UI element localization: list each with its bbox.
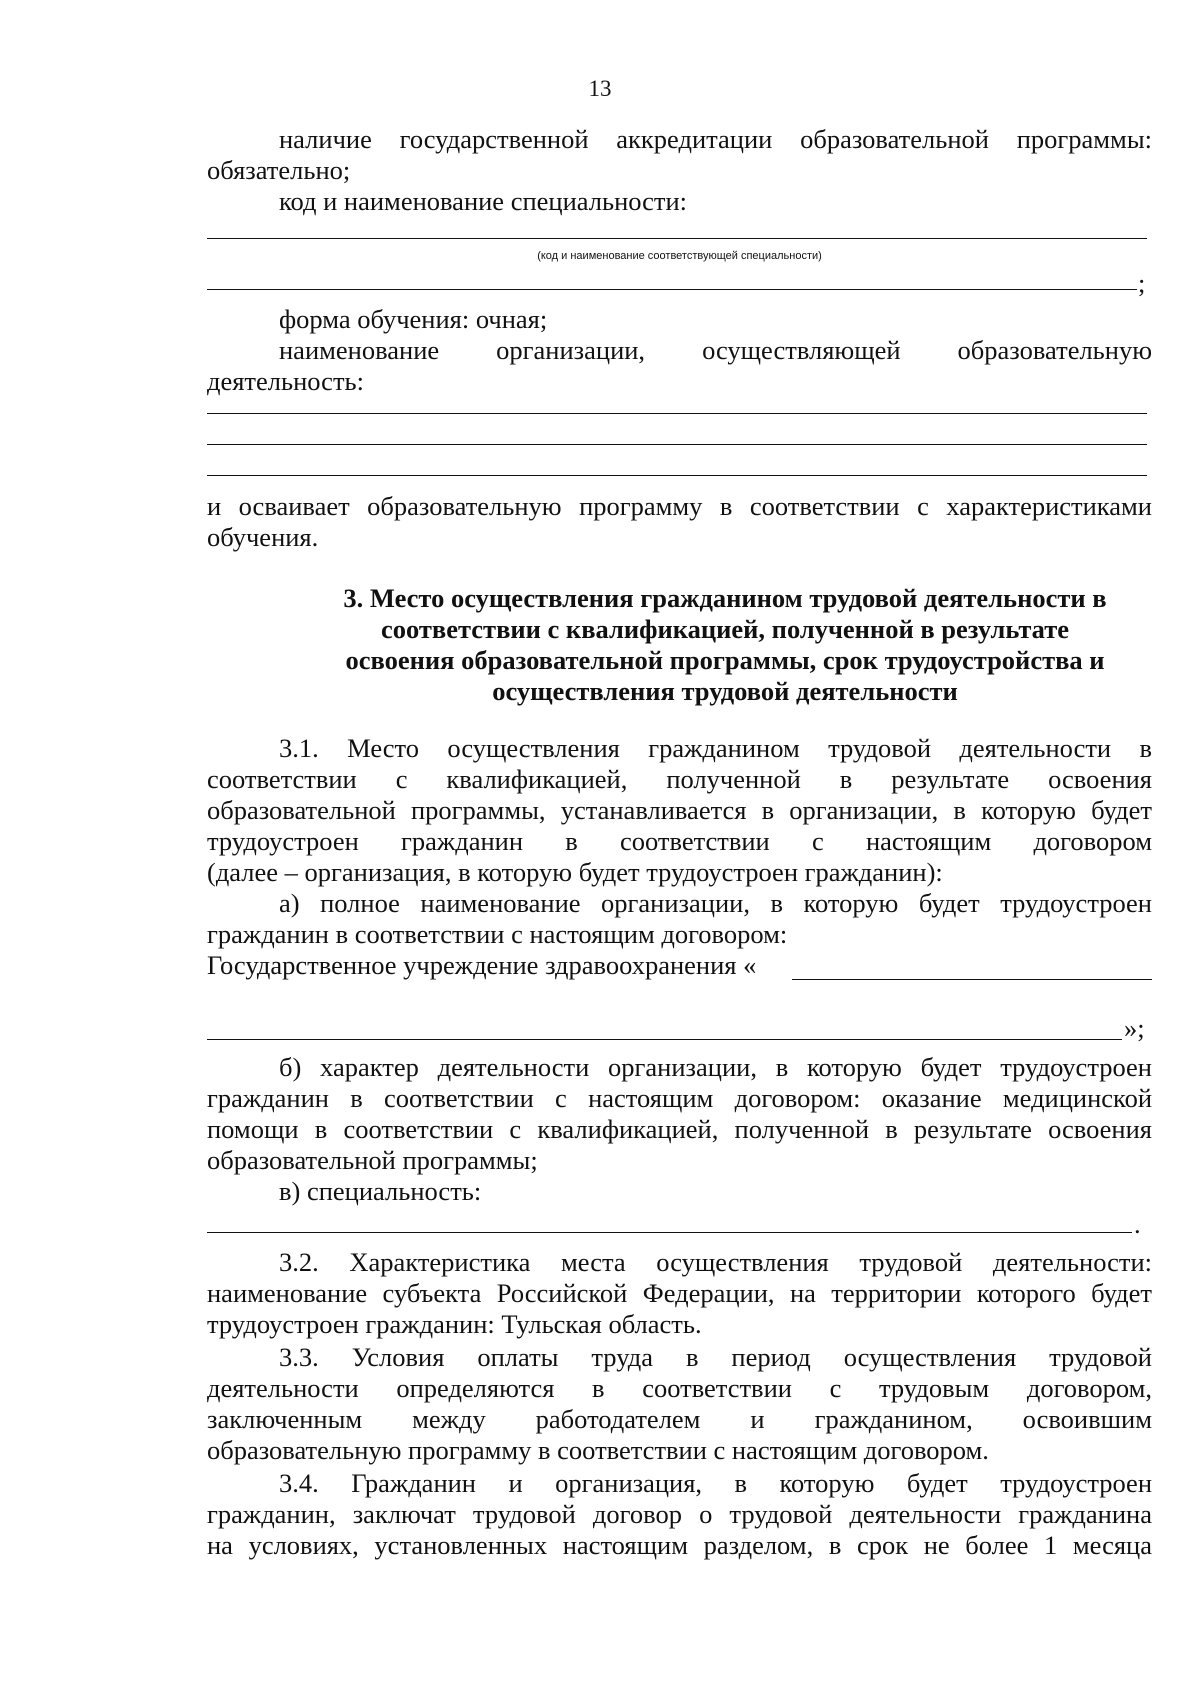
text-line: соответствии с квалификацией, полученной в результате освоения xyxy=(207,764,1152,794)
text-line: деятельность: xyxy=(207,366,364,396)
blank-line xyxy=(207,289,1137,290)
text-line: на условиях, установленных настоящим разделом, в срок не более 1 месяца xyxy=(207,1530,1152,1560)
blank-line xyxy=(207,475,1147,476)
text-line: 3.2. Характеристика места осуществления трудовой деятельности: xyxy=(279,1247,1152,1277)
period: . xyxy=(1134,1209,1141,1239)
semicolon: ; xyxy=(1138,268,1146,298)
text-line: трудоустроен гражданин в соответствии с настоящим договором xyxy=(207,826,1152,856)
text-line: б) характер деятельности организации, в которую будет трудоустроен xyxy=(279,1052,1152,1082)
text-line: наименование субъекта Российской Федерации, на территории которого будет xyxy=(207,1278,1152,1308)
text-line: заключенным между работодателем и гражданином, освоившим xyxy=(207,1404,1152,1434)
blank-line xyxy=(207,238,1147,239)
closing-quote: »; xyxy=(1124,1013,1145,1043)
text-line: в) специальность: xyxy=(279,1176,482,1206)
text-line: форма обучения: очная; xyxy=(279,304,548,334)
text-line: деятельности определяются в соответствии с трудовым договором, xyxy=(207,1373,1152,1403)
section-heading: осуществления трудовой деятельности xyxy=(492,676,958,706)
text-line: наличие государственной аккредитации образовательной программы: xyxy=(279,124,1152,154)
text-line: образовательной программы; xyxy=(207,1145,538,1175)
text-line: обязательно; xyxy=(207,155,351,185)
text-line: гражданин, заключат трудовой договор о трудовой деятельности гражданина xyxy=(207,1499,1152,1529)
text-line: а) полное наименование организации, в которую будет трудоустроен xyxy=(279,888,1152,918)
text-line: обучения. xyxy=(207,522,319,552)
text-line: помощи в соответствии с квалификацией, полученной в результате освоения xyxy=(207,1114,1152,1144)
text-line: образовательной программы, устанавливается в организации, в которую будет xyxy=(207,795,1152,825)
text-line: трудоустроен гражданин: Тульская область. xyxy=(207,1309,702,1339)
text-line: Государственное учреждение здравоохранения « xyxy=(207,950,757,980)
page-number: 13 xyxy=(588,76,612,101)
blank-line xyxy=(792,979,1152,980)
section-heading: соответствии с квалификацией, полученной в результате xyxy=(380,614,1070,644)
blank-line xyxy=(207,413,1147,414)
text-line: гражданин в соответствии с настоящим договором: xyxy=(207,919,788,949)
text-line: 3.4. Гражданин и организация, в которую будет трудоустроен xyxy=(279,1468,1152,1498)
text-line: 3.1. Место осуществления гражданином трудовой деятельности в xyxy=(279,733,1152,763)
section-heading: 3. Место осуществления гражданином трудовой деятельности в xyxy=(343,583,1107,613)
blank-line xyxy=(207,1039,1122,1040)
text-line: гражданин в соответствии с настоящим договором: оказание медицинской xyxy=(207,1083,1152,1113)
blank-line xyxy=(207,1232,1132,1233)
text-line: и осваивает образовательную программу в соответствии с характеристиками xyxy=(207,491,1152,521)
field-caption: (код и наименование соответствующей специальности) xyxy=(537,250,822,262)
text-line: (далее – организация, в которую будет трудоустроен гражданин): xyxy=(207,857,943,887)
text-line: наименование организации, осуществляющей образовательную xyxy=(279,335,1152,365)
blank-line xyxy=(207,444,1147,445)
section-heading: освоения образовательной программы, срок трудоустройства и xyxy=(345,645,1105,675)
text-line: образовательную программу в соответствии с настоящим договором. xyxy=(207,1435,989,1465)
text-line: код и наименование специальности: xyxy=(279,186,688,216)
text-line: 3.3. Условия оплаты труда в период осуществления трудовой xyxy=(279,1342,1152,1372)
